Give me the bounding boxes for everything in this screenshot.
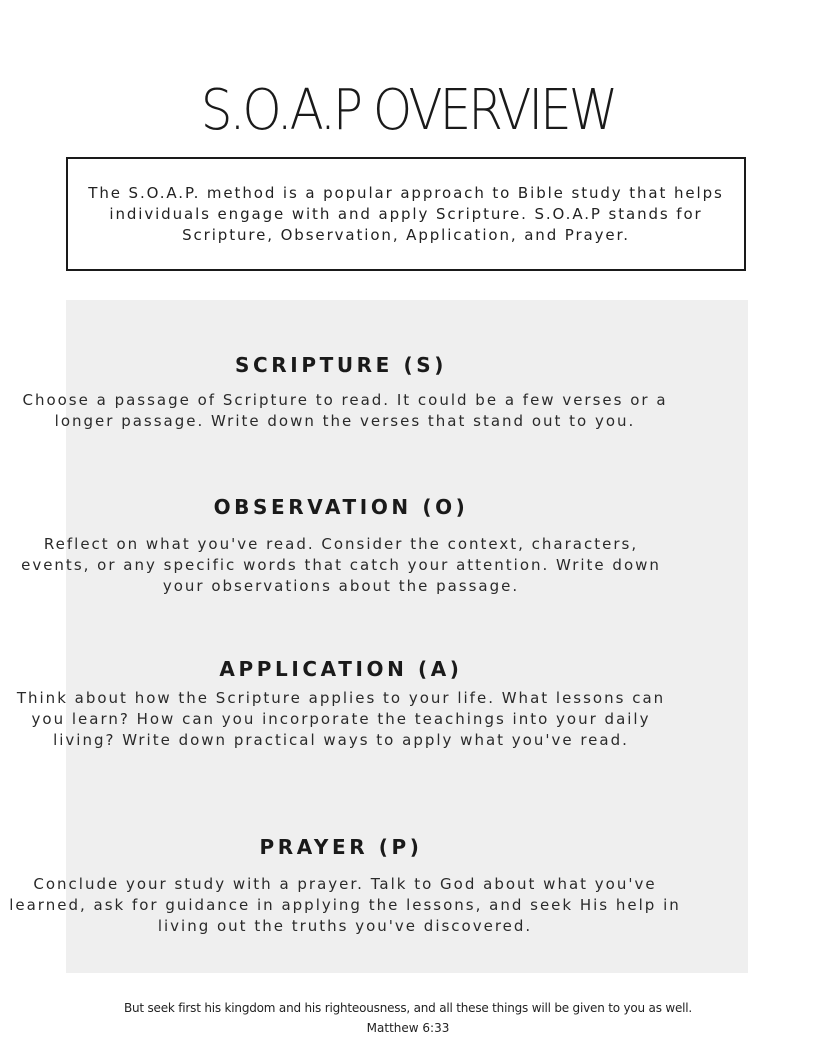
section-heading-scripture: SCRIPTURE (S) — [235, 353, 447, 377]
section-body-application: Think about how the Scripture applies to your life. What lessons can you learn? How can you incorporate the teachings into your daily living? Write down practical ways to apply what you've read. — [16, 689, 666, 749]
section-heading-prayer: PRAYER (P) — [259, 835, 423, 859]
section-application — [0, 656, 682, 751]
intro-text: The S.O.A.P. method is a popular approach to Bible study that helps individuals engage with and apply Scripture. S.O.A.P stands for Scripture, Observation, Application, and Prayer. — [88, 183, 724, 244]
section-heading-observation: OBSERVATION (O) — [213, 495, 469, 519]
footer-reference: Matthew 6:33 — [366, 1021, 450, 1035]
footer-verse: But seek first his kingdom and his righteousness, and all these things will be given to you as well. — [123, 1001, 693, 1015]
section-body-observation: Reflect on what you've read. Consider the context, characters, events, or any specific words that catch your attention. Write down your observations about the passage. — [21, 535, 661, 595]
section-heading-application: APPLICATION (A) — [219, 657, 463, 681]
section-body-prayer: Conclude your study with a prayer. Talk to God about what you've learned, ask for guidance in applying the lessons, and seek His help in living out the truths you've discovered. — [9, 875, 681, 935]
section-scripture — [0, 352, 682, 432]
section-observation — [0, 494, 682, 597]
intro-box — [66, 157, 746, 271]
page-title: S.O.A.P OVERVIEW — [200, 77, 616, 142]
section-body-scripture: Choose a passage of Scripture to read. It could be a few verses or a longer passage. Write down the verses that stand out to you. — [22, 391, 668, 430]
section-prayer — [0, 834, 682, 937]
